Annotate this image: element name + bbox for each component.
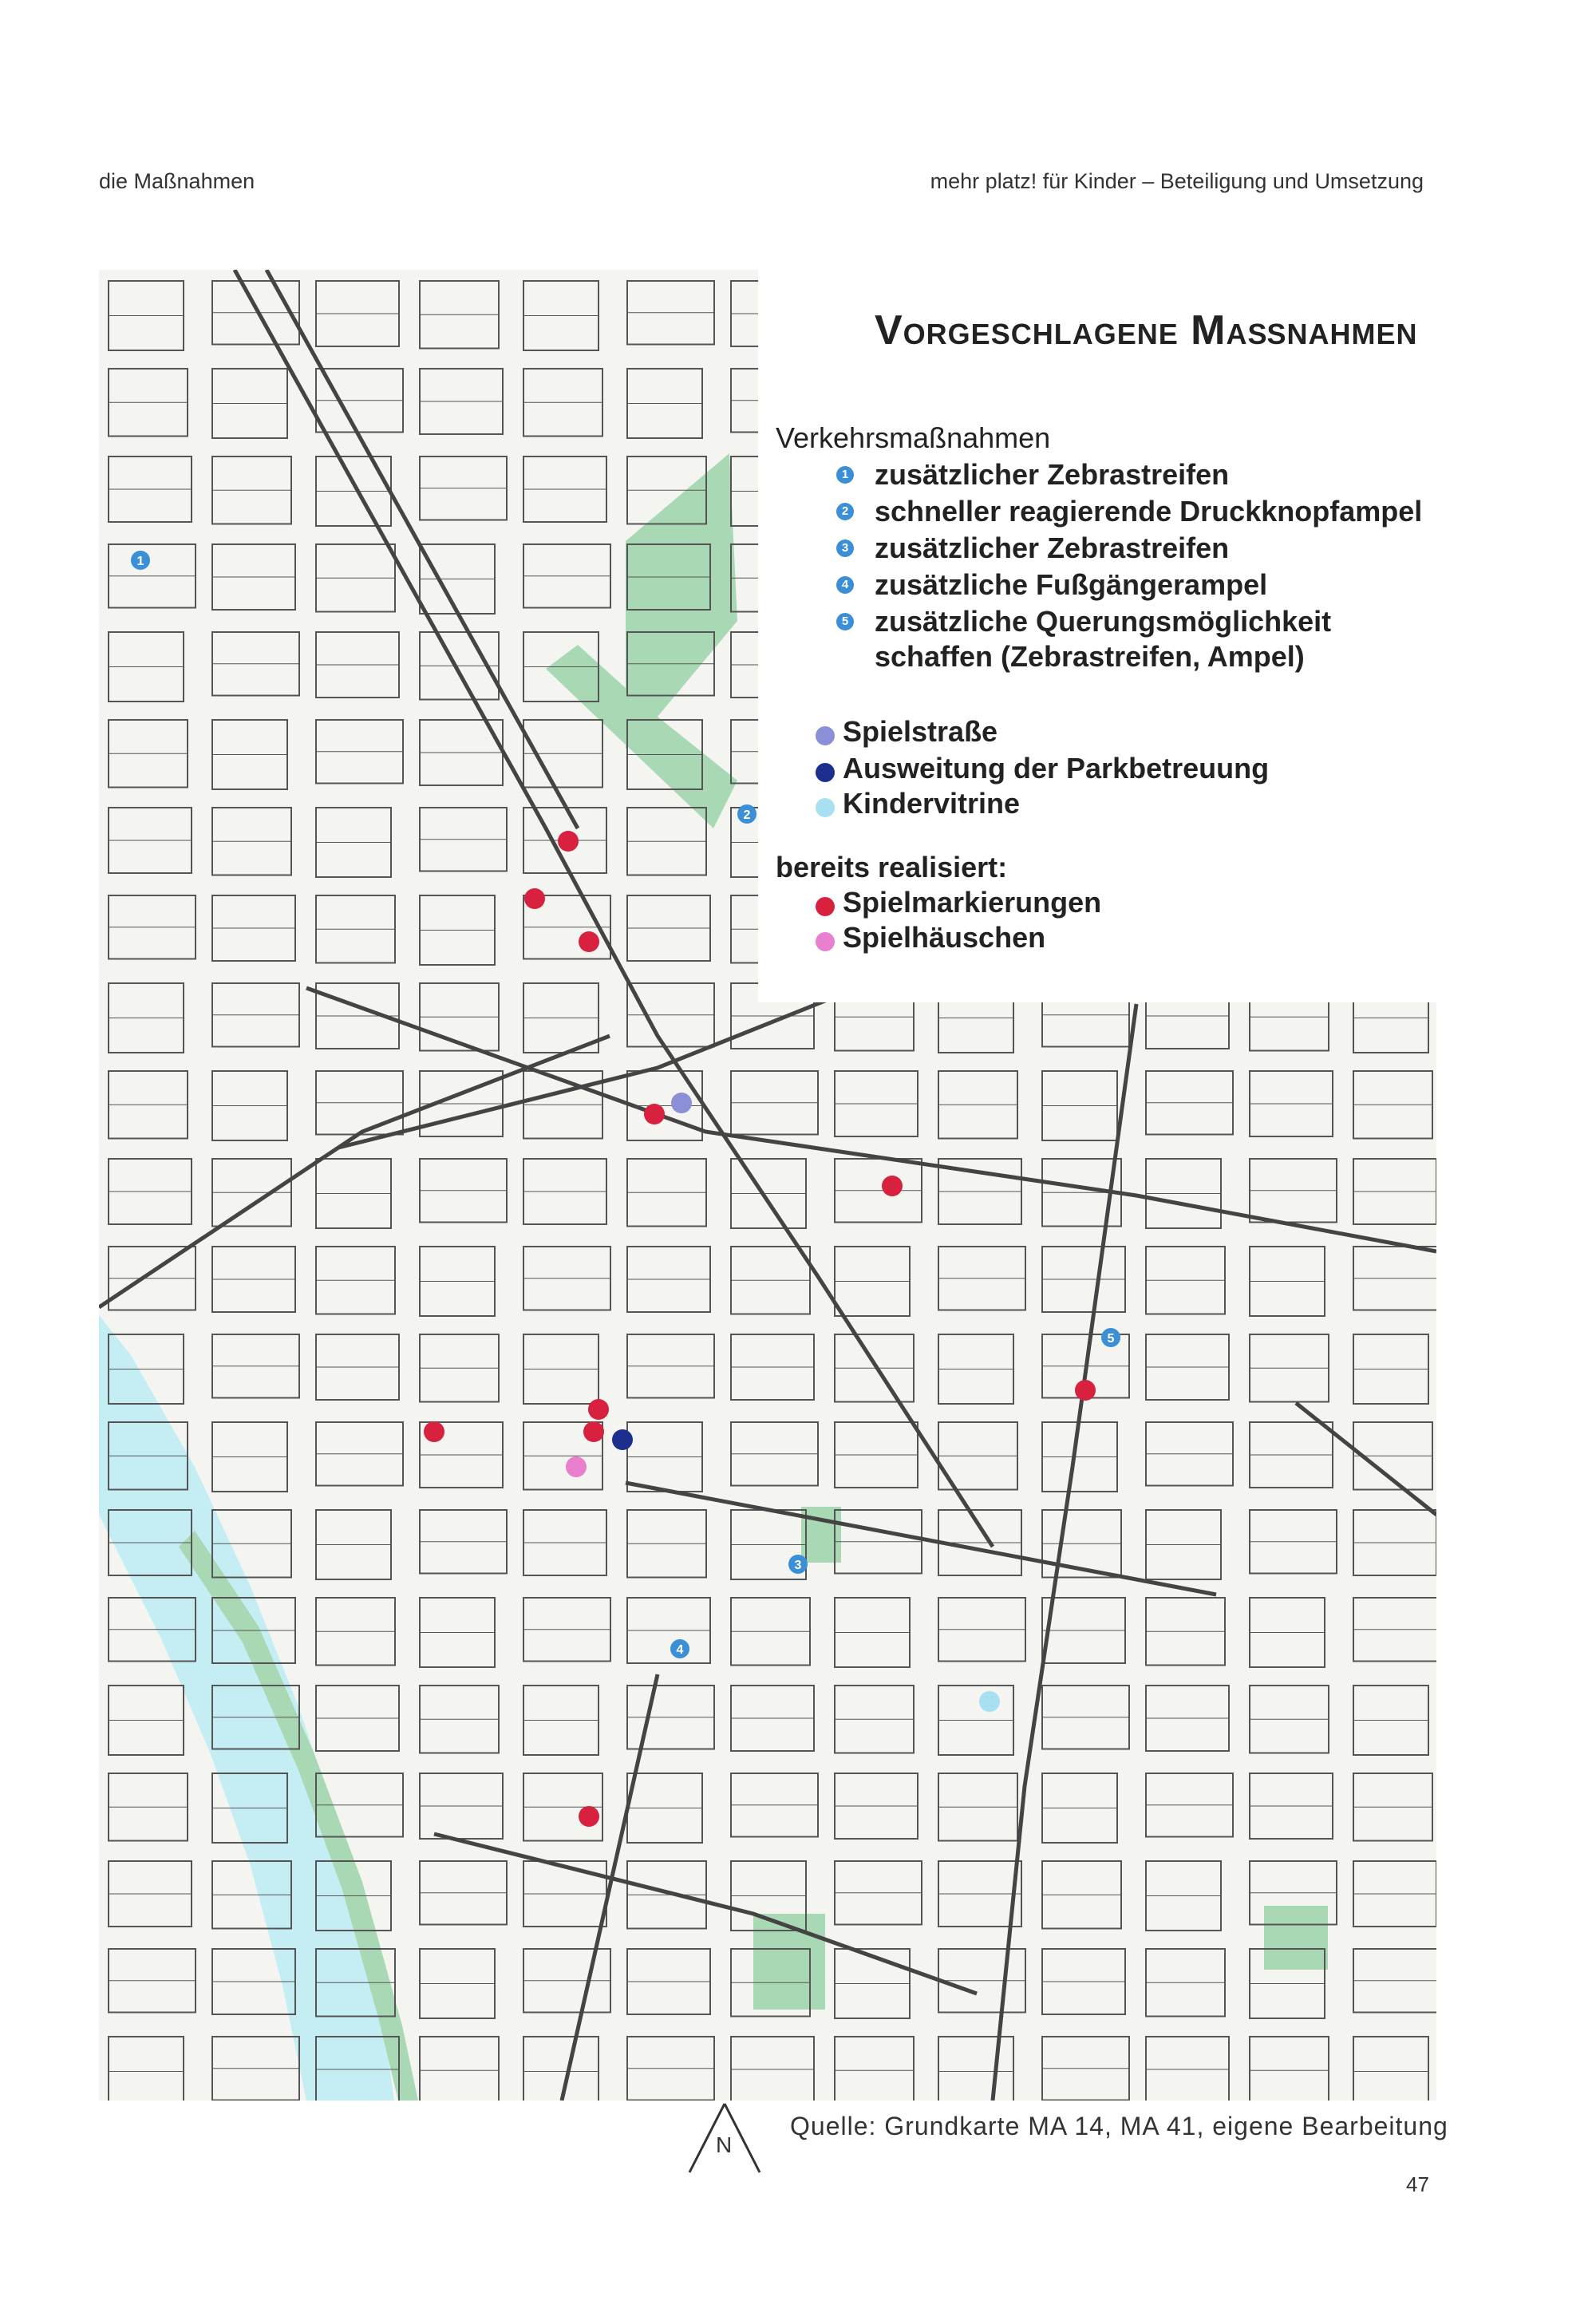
spielhaeuschen-marker — [566, 1456, 587, 1477]
city-block — [1353, 2037, 1428, 2101]
city-block — [835, 2037, 914, 2101]
traffic-number-2-icon: 2 — [836, 503, 854, 520]
park-square — [1264, 1906, 1328, 1970]
spielmarkierungen-marker — [579, 931, 599, 952]
traffic-number-5-icon: 5 — [836, 613, 854, 630]
traffic-number-1-icon: 1 — [836, 466, 854, 484]
parkbetreuung-dot-icon — [816, 763, 835, 782]
legend-traffic-item-3: zusätzlicher Zebrastreifen — [875, 532, 1230, 564]
spielmarkierungen-marker — [579, 1806, 599, 1827]
traffic-marker-4 — [670, 1639, 689, 1658]
legend-title: Vorgeschlagene Maßnahmen — [875, 307, 1418, 354]
traffic-number-3-icon: 3 — [836, 539, 854, 557]
traffic-marker-3-number: 3 — [794, 1559, 802, 1572]
legend-traffic-item-4: zusätzliche Fußgängerampel — [875, 568, 1268, 601]
spielmarkierungen-marker — [882, 1176, 903, 1196]
legend-traffic-heading: Verkehrsmaßnahmen — [776, 421, 1051, 454]
spielmarkierungen-marker — [588, 1399, 609, 1420]
source-note: Quelle: Grundkarte MA 14, MA 41, eigene Bearbeitung — [790, 2112, 1448, 2140]
running-header-right: mehr platz! für Kinder – Beteiligung und Umsetzung — [930, 169, 1424, 193]
traffic-marker-2-number: 2 — [743, 808, 751, 822]
city-block — [420, 2037, 499, 2101]
legend-traffic-item-5: zusätzliche Querungsmöglichkeit — [875, 605, 1332, 638]
legend-spielmarkierungen: Spielmarkierungen — [843, 886, 1102, 919]
spielhaeuschen-dot-icon — [816, 932, 835, 951]
city-block — [1146, 2037, 1229, 2101]
map — [99, 270, 1436, 2101]
kindervitrine-dot-icon — [816, 798, 835, 817]
legend-realized-heading: bereits realisiert: — [776, 851, 1008, 883]
legend-parkbetreuung: Ausweitung der Parkbetreuung — [843, 752, 1270, 785]
traffic-number-4-icon: 4 — [836, 576, 854, 594]
traffic-marker-2 — [737, 804, 757, 824]
city-block — [938, 2037, 1013, 2101]
city-block — [523, 2037, 598, 2101]
traffic-marker-5 — [1101, 1328, 1120, 1347]
traffic-marker-5-number: 5 — [1107, 1332, 1115, 1346]
spielmarkierungen-marker — [644, 1104, 665, 1124]
legend-panel — [758, 270, 1436, 1002]
spielmarkierungen-marker — [424, 1421, 444, 1442]
page-number: 47 — [1406, 2172, 1429, 2196]
city-block — [731, 2037, 814, 2101]
legend-traffic-item-2: schneller reagierende Druckknopfampel — [875, 495, 1423, 528]
legend-traffic-item-5-cont: schaffen (Zebrastreifen, Ampel) — [875, 640, 1305, 673]
spielmarkierungen-marker — [1075, 1380, 1096, 1401]
traffic-marker-1 — [131, 551, 150, 570]
city-block — [109, 2037, 184, 2101]
spielstrasse-dot-icon — [816, 726, 835, 745]
legend-traffic-item-1: zusätzlicher Zebrastreifen — [875, 458, 1230, 491]
spielmarkierungen-marker — [583, 1421, 604, 1442]
legend-spielhaeuschen: Spielhäuschen — [843, 921, 1046, 954]
running-header-left: die Maßnahmen — [99, 169, 255, 193]
legend-spielstrasse: Spielstraße — [843, 715, 998, 748]
traffic-marker-3 — [788, 1555, 808, 1574]
north-label: N — [716, 2132, 733, 2157]
spielmarkierungen-marker — [558, 831, 579, 852]
legend-kindervitrine: Kindervitrine — [843, 787, 1021, 820]
parkbetreuung-marker — [612, 1429, 633, 1450]
spielmarkierungen-marker — [524, 888, 545, 909]
spielstrasse-marker — [671, 1093, 692, 1113]
traffic-marker-1-number: 1 — [136, 555, 144, 568]
kindervitrine-marker — [979, 1691, 1000, 1712]
traffic-marker-4-number: 4 — [676, 1643, 684, 1657]
city-block — [1250, 2037, 1329, 2101]
spielmarkierungen-dot-icon — [816, 897, 835, 916]
